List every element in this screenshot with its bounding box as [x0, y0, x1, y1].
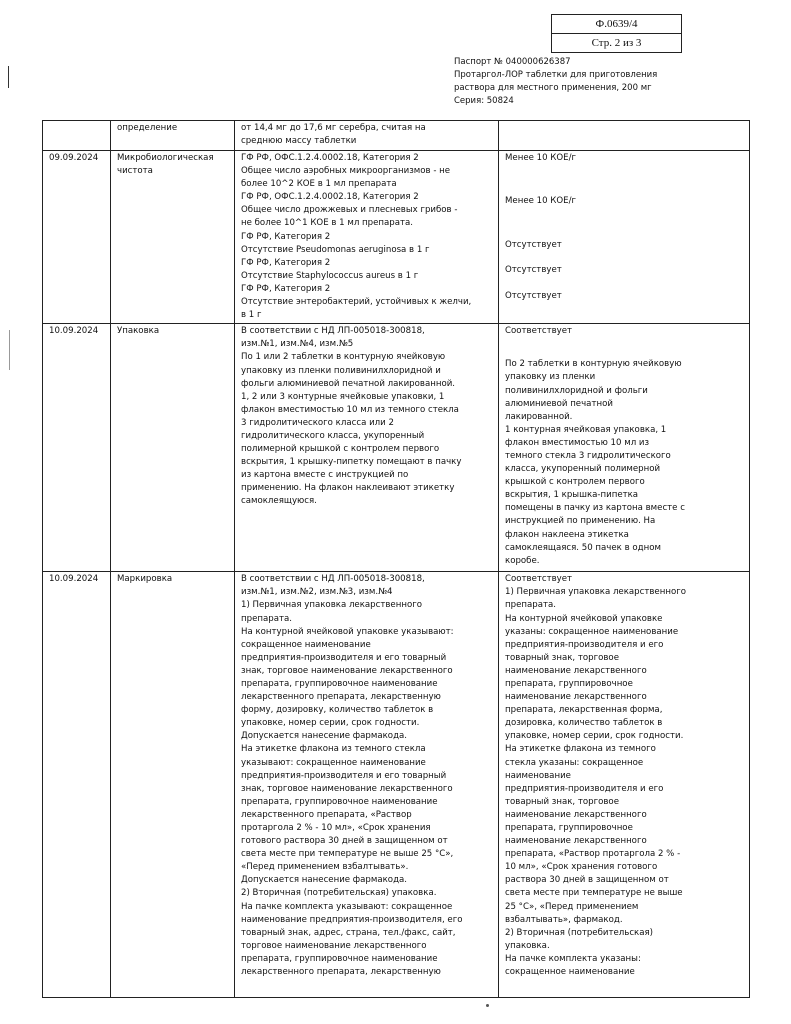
test-name-cell: Упаковка	[111, 324, 235, 572]
margin-mark	[9, 330, 10, 370]
test-results-table	[42, 120, 750, 998]
test-name-cell: Микробиологическая чистота	[111, 151, 235, 324]
test-name-cell: Маркировка	[111, 572, 235, 998]
date-cell: 10.09.2024	[43, 324, 111, 572]
passport-number: Паспорт № 040000626387	[454, 57, 571, 67]
result-cell	[499, 121, 750, 151]
result-cell: Соответствует По 2 таблетки в контурную ячейковую упаковку из пленки поливинилхлоридной и фольги алюминиевой печатной лакированной. 1 контурная ячейковая упаковка, 1 флакон вместимостью 10 мл из темного стекла 3 гидролитического класса, укупоренный полимерной крышкой с контролем первого вскрытия, 1 крышка-пипетка помещены в пачку из картона вместе с инструкцией по применению. На флакон наклеена этикетка самоклеящаяся. 50 пачек в одном коробе.	[499, 324, 750, 572]
specification-cell: от 14,4 мг до 17,6 мг серебра, считая на среднюю массу таблетки	[235, 121, 499, 151]
table-row	[43, 121, 750, 151]
scan-mark	[486, 1004, 489, 1007]
margin-mark	[8, 66, 9, 88]
result-cell: Менее 10 КОЕ/г Менее 10 КОЕ/г Отсутствует Отсутствует Отсутствует	[499, 151, 750, 324]
date-cell	[43, 121, 111, 151]
form-code-box	[551, 14, 682, 53]
table-row	[43, 324, 750, 572]
result-cell: Соответствует 1) Первичная упаковка лекарственного препарата. На контурной ячейковой упаковке указаны: сокращенное наименование предприятия-производителя и его товарный знак, торговое наименование лекарственного препарата, группировочное наименование лекарственного препарата, лекарственная форма, дозировка, количество таблеток в упаковке, номер серии, срок годности. На этикетке флакона из темного стекла указаны: сокращенное наименование предприятия-производителя и его товарный знак, торговое наименование лекарственного препарата, группировочное наименование лекарственного препарата, «Раствор протаргола 2 % - 10 мл», «Срок хранения готового раствора 30 дней в защищенном от света месте при температуре не выше 25 °С», «Перед применением взбалтывать», фармакод. 2) Вторичная (потребительская) упаковка. На пачке комплекта указаны: сокращенное наименование	[499, 572, 750, 998]
product-name-line1: Протаргол-ЛОР таблетки для приготовления	[454, 70, 658, 80]
table-row	[43, 151, 750, 324]
table-row	[43, 572, 750, 998]
test-name-cell: определение	[111, 121, 235, 151]
date-cell: 09.09.2024	[43, 151, 111, 324]
form-code: Ф.0639/4	[552, 15, 681, 34]
page-number: Стр. 2 из 3	[591, 37, 642, 49]
date-cell: 10.09.2024	[43, 572, 111, 998]
passport-header	[454, 56, 754, 108]
specification-cell: В соответствии с НД ЛП-005018-300818, изм.№1, изм.№2, изм.№3, изм.№4 1) Первичная упаковка лекарственного препарата. На контурной ячейковой упаковке указывают: сокращенное наименование предприятия-производителя и его товарный знак, торговое наименование лекарственного препарата, группировочное наименование лекарственного препарата, лекарственную форму, дозировку, количество таблеток в упаковке, номер серии, срок годности. Допускается нанесение фармакода. На этикетке флакона из темного стекла указывают: сокращенное наименование предприятия-производителя и его товарный знак, торговое наименование лекарственного препарата, группировочное наименование лекарственного препарата, «Раствор протаргола 2 % - 10 мл», «Срок хранения готового раствора 30 дней в защищенном от света месте при температуре не выше 25 °С», «Перед применением взбалтывать». Допускается нанесение фармакода. 2) Вторичная (потребительская) упаковка. На пачке комплекта указывают: сокращенное наименование предприятия-производителя, его товарный знак, адрес, страна, тел./факс, сайт, торговое наименование лекарственного препарата, группировочное наименование лекарственного препарата, лекарственную	[235, 572, 499, 998]
product-name-line2: раствора для местного применения, 200 мг	[454, 83, 652, 93]
specification-cell: ГФ РФ, ОФС.1.2.4.0002.18, Категория 2 Общее число аэробных микроорганизмов - не более 10^2 КОЕ в 1 мл препарата ГФ РФ, ОФС.1.2.4.0002.18, Категория 2 Общее число дрожжевых и плесневых грибов - не более 10^1 КОЕ в 1 мл препарата. ГФ РФ, Категория 2 Отсутствие Pseudomonas aeruginosa в 1 г ГФ РФ, Категория 2 Отсутствие Staphylococcus aureus в 1 г ГФ РФ, Категория 2 Отсутствие энтеробактерий, устойчивых к желчи, в 1 г	[235, 151, 499, 324]
specification-cell: В соответствии с НД ЛП-005018-300818, изм.№1, изм.№4, изм.№5 По 1 или 2 таблетки в контурную ячейковую упаковку из пленки поливинилхлоридной и фольги алюминиевой печатной лакированной. 1, 2 или 3 контурные ячейковые упаковки, 1 флакон вместимостью 10 мл из темного стекла 3 гидролитического класса или 2 гидролитического класса, укупоренный полимерной крышкой с контролем первого вскрытия, 1 крышку-пипетку помещают в пачку из картона вместе с инструкцией по применению. На флакон наклеивают этикетку самоклеящуюся.	[235, 324, 499, 572]
series-number: Серия: 50824	[454, 96, 514, 106]
